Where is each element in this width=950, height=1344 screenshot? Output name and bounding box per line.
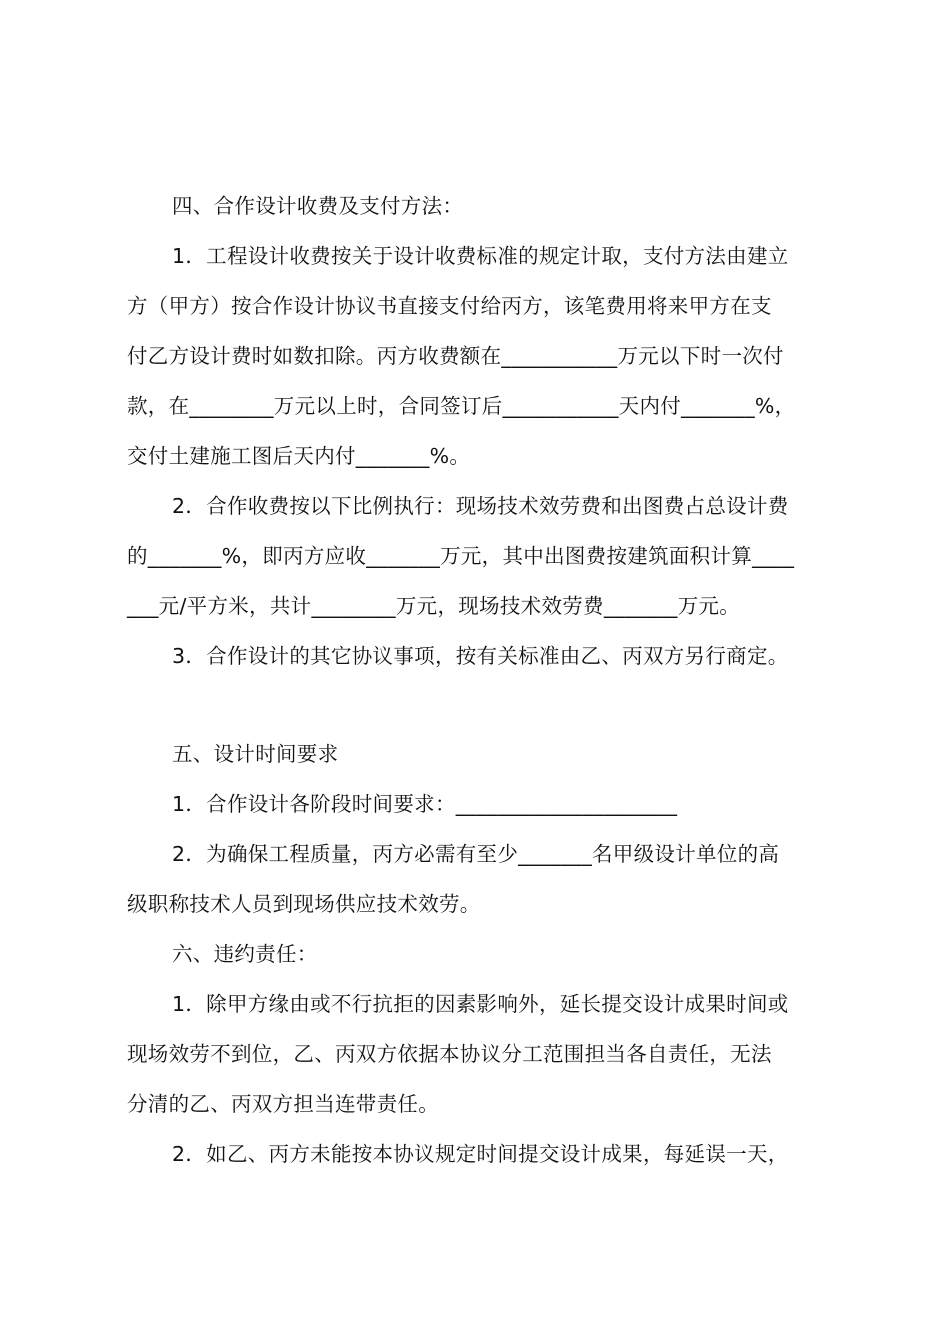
paragraph-line: 1．工程设计收费按关于设计收费标准的规定计取，支付方法由建立 [172, 244, 789, 268]
paragraph-line: 2．合作收费按以下比例执行：现场技术效劳费和出图费占总设计费 [172, 494, 789, 518]
paragraph-line: 现场效劳不到位，乙、丙双方依据本协议分工范围担当各自责任，无法 [127, 1042, 772, 1066]
paragraph-line: 方（甲方）按合作设计协议书直接支付给丙方，该笔费用将来甲方在支 [127, 294, 772, 318]
paragraph-line: 款，在________万元以上时，合同签订后___________天内付_______%， [127, 394, 796, 418]
paragraph-line: 的_______%，即丙方应收_______万元，其中出图费按建筑面积计算____ [127, 544, 795, 568]
paragraph-line: 3．合作设计的其它协议事项，按有关标准由乙、丙双方另行商定。 [172, 644, 789, 668]
paragraph-line: 1．合作设计各阶段时间要求：_____________________ [172, 792, 678, 816]
paragraph-line: 分清的乙、丙双方担当连带责任。 [127, 1092, 439, 1116]
section-heading-breach: 六、违约责任： [172, 942, 318, 966]
paragraph-line: ___元/平方米，共计________万元，现场技术效劳费_______万元。 [127, 594, 741, 618]
section-heading-fee: 四、合作设计收费及支付方法： [172, 194, 464, 218]
paragraph-line: 级职称技术人员到现场供应技术效劳。 [127, 892, 481, 916]
paragraph-line: 2．为确保工程质量，丙方必需有至少_______名甲级设计单位的高 [172, 842, 780, 866]
paragraph-line: 1．除甲方缘由或不行抗拒的因素影响外，延长提交设计成果时间或 [172, 992, 789, 1016]
paragraph-line: 付乙方设计费时如数扣除。丙方收费额在___________万元以下时一次付 [127, 344, 784, 368]
paragraph-line: 交付土建施工图后天内付_______%。 [127, 444, 471, 468]
section-heading-time: 五、设计时间要求 [172, 742, 339, 766]
paragraph-line: 2．如乙、丙方未能按本协议规定时间提交设计成果，每延误一天， [172, 1142, 789, 1166]
